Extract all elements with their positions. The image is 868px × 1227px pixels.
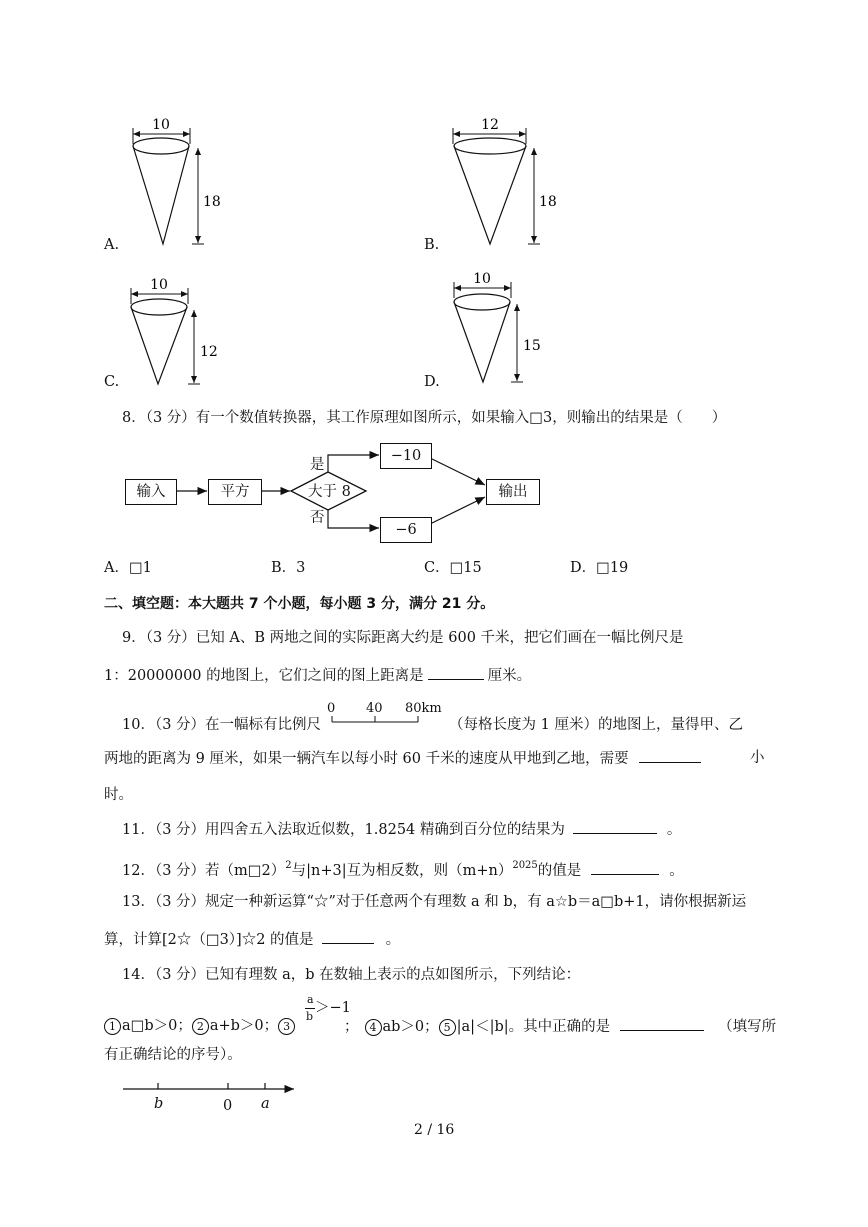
cone-c-height-dim: 12 — [200, 344, 218, 360]
q8-text: 8．（3 分）有一个数值转换器，其工作原理如图所示，如果输入□3，则输出的结果是（ ） — [122, 410, 727, 426]
cone-b-top-dim: 12 — [481, 117, 499, 133]
q13-end: 。 — [385, 932, 401, 948]
q10-line1-b: （每格长度为 1 厘米）的地图上，量得甲、乙 — [449, 717, 743, 733]
cone-a-height-dim: 18 — [203, 194, 221, 210]
q14-c4: ab＞0； — [382, 1019, 439, 1035]
q9-line2-end: 厘米。 — [487, 668, 532, 684]
flow-output-box: 输出 — [486, 479, 540, 505]
cone-d-height-dim: 15 — [523, 338, 541, 354]
option-c-label: C. — [104, 374, 120, 390]
flow-no-box: −6 — [380, 517, 432, 543]
q14-c2: a+b＞0； — [209, 1018, 279, 1034]
option-a-label: A. — [104, 237, 120, 253]
q14-circle-5: 5 — [439, 1019, 456, 1036]
flow-yes-box: −10 — [380, 443, 432, 469]
option-d-label: D. — [424, 374, 440, 390]
q13-line1: 13．（3 分）规定一种新运算“☆”对于任意两个有理数 a 和 b，有 a☆b＝a□b+1，请你根据新运 — [122, 894, 747, 910]
cone-a-top-dim: 10 — [152, 117, 170, 133]
cone-c-top-dim: 10 — [150, 277, 168, 293]
q10-line3: 时。 — [104, 787, 133, 803]
q14-c5: |a|＜|b|。其中正确的是 — [456, 1019, 611, 1035]
q12-text-b: 与|n+3|互为相反数，则（m+n） — [291, 863, 513, 879]
page-number: 2 / 16 — [414, 1122, 455, 1138]
q8-option-b: B．3 — [271, 560, 306, 576]
q14-line1: 14．（3 分）已知有理数 a，b 在数轴上表示的点如图所示，下列结论： — [122, 967, 581, 983]
q14-tail: （填写所 — [718, 1019, 777, 1035]
flow-decision-label: 大于 8 — [308, 484, 351, 500]
q11-text: 11．（3 分）用四舍五入法取近似数，1.8254 精确到百分位的结果为 — [122, 822, 565, 838]
q14-c1: a□b＞0； — [122, 1018, 192, 1034]
scale-label-40: 40 — [366, 701, 383, 716]
cone-b-height-dim: 18 — [539, 194, 557, 210]
q12-sup-2025: 2025 — [512, 860, 538, 871]
q9-line1: 9．（3 分）已知 A、B 两地之间的实际距离大约是 600 千米，把它们画在一幅比例尺是 — [122, 630, 684, 646]
q14-circle-1: 1 — [104, 1018, 121, 1035]
option-b-label: B. — [424, 237, 440, 253]
q12-sup-2: 2 — [285, 860, 292, 871]
q14-c3-relation: ＞−1 — [315, 1000, 351, 1016]
q14-c3-end: ； — [344, 1019, 359, 1035]
q8-option-c: C．□15 — [424, 560, 482, 576]
flow-yes-label: 是 — [310, 457, 325, 473]
scale-label-80km: 80km — [405, 701, 442, 716]
q8-option-d: D．□19 — [570, 560, 629, 576]
q12-text-a: 12．（3 分）若（m□2） — [122, 863, 286, 879]
q10-line1-a: 10．（3 分）在一幅标有比例尺 — [122, 717, 322, 733]
q14-frac-bot: b — [306, 1010, 314, 1023]
q14-circle-3: 3 — [278, 1018, 295, 1035]
flow-square-box: 平方 — [208, 479, 262, 505]
axis-label-0: 0 — [223, 1098, 233, 1114]
q8-option-a: A．□1 — [104, 560, 152, 576]
q9-line2-text: 1：20000000 的地图上，它们之间的图上距离是 — [104, 668, 424, 684]
q10-line2-end: 小 — [750, 750, 765, 766]
q12-text-c: 的值是 — [537, 863, 582, 879]
scale-label-0: 0 — [327, 701, 336, 716]
flow-no-label: 否 — [310, 510, 325, 526]
q11-end: 。 — [666, 822, 682, 838]
q14-line3: 有正确结论的序号）。 — [104, 1047, 242, 1063]
q14-circle-2: 2 — [192, 1018, 209, 1035]
q14-circle-4: 4 — [365, 1019, 382, 1036]
cone-d-top-dim: 10 — [473, 271, 491, 287]
q14-frac-top: a — [307, 993, 314, 1006]
flow-input-box: 输入 — [125, 479, 177, 505]
axis-label-b: b — [154, 1096, 164, 1112]
q12-end: 。 — [669, 863, 684, 879]
q10-line2-text: 两地的距离为 9 厘米，如果一辆汽车以每小时 60 千米的速度从甲地到乙地，需要 — [104, 751, 629, 767]
axis-label-a: a — [261, 1096, 270, 1112]
section2-title: 二、填空题：本大题共 7 个小题，每小题 3 分，满分 21 分。 — [104, 596, 495, 612]
q13-line2-text: 算，计算[2☆（□3）]☆2 的值是 — [104, 932, 314, 948]
